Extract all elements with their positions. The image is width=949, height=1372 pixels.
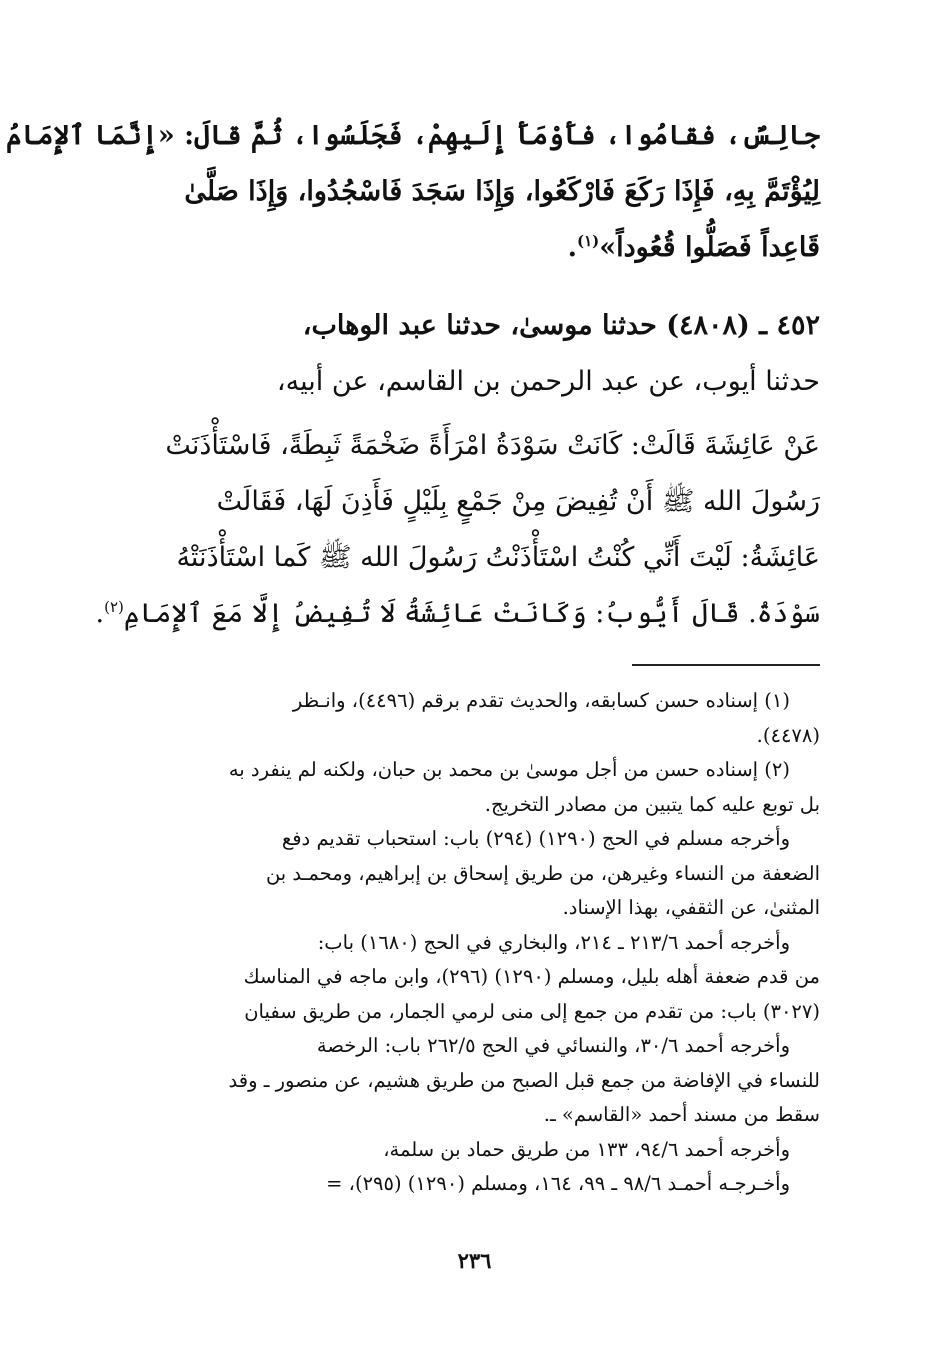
main-text-top (6, 108, 820, 276)
footnote-separator (632, 664, 820, 666)
footnote-line: الضعفة من النساء وغيرهن، من طريق إسحاق بن إبراهيم، ومحمـد بن (265, 861, 820, 885)
matn-line-text: سَوْدَةُ. قَالَ أَيُّوبُ: وَكَانَتْ عَائِشَةُ لَا تُفِيضُ إِلَّا مَعَ ٱلإِمَامِ (123, 598, 820, 629)
matn-end-period: . (95, 598, 105, 629)
footnote-line: وأخرجه أحمد ٣٠/٦، والنسائي في الحج ٢٦٢/٥ باب: الرخصة (316, 1034, 790, 1057)
footnote-ref-1[interactable]: (١) (577, 232, 600, 250)
page-number: ٢٣٦ (457, 1248, 492, 1273)
matn-line: رَسُولَ الله ﷺ أَنْ تُفِيضَ مِنْ جَمْعٍ بِلَيْلٍ فَأَذِنَ لَهَا، فَقَالَتْ (216, 486, 820, 517)
footnote-line: المثنىٰ، عن الثقفي، بهذا الإسناد. (562, 896, 820, 919)
footnote-line: (٤٤٧٨). (756, 723, 820, 747)
footnote-line: وأخرجه مسلم في الحج (١٢٩٠) (٢٩٤) باب: استحباب تقديم دفع (281, 827, 790, 850)
main-line: جالِسٌ، فقامُوا، فأَوْمَأَ إِلَيهِمْ، فَجَلَسُوا، ثُمَّ قالَ: «إِنَّمَا ٱلإِمَامُ (6, 120, 820, 151)
main-line (118, 220, 820, 276)
isnad-line: حدثنا أيوب، عن عبد الرحمن بن القاسم، عن أبيه، (276, 366, 820, 397)
hadith-number-line: ٤٥٢ ـ (٤٨٠٨) حدثنا موسىٰ، حدثنا عبد الوهاب، (302, 310, 820, 341)
footnote-line: وأخرجه أحمد ٢١٣/٦ ـ ٢١٤، والبخاري في الحج (١٦٨٠) باب: (317, 930, 790, 954)
hadith-matn (95, 418, 820, 642)
page-content (6, 108, 820, 1202)
footnote-line: وأخرجه أحمد ٩٤/٦، ١٣٣ من طريق حماد بن سلمة، (383, 1137, 790, 1161)
matn-line (95, 586, 820, 642)
footnote-line: (١) إسناده حسن كسابقه، والحديث تقدم برقم (٤٤٩٦)، وانـظر (292, 689, 790, 712)
footnote-line: وأخـرجـه أحمـد ٩٨/٦ ـ ٩٩، ١٦٤، ومسلم (١٢٩٠) (٢٩٥)، = (326, 1172, 790, 1195)
footnote-line: (٣٠٢٧) باب: من تقدم من جمع إلى منى لرمي الجمار، من طريق سفيان (244, 999, 820, 1023)
footnote-line: للنساء في الإفاضة من جمع قبل الصبح من طريق هشيم، عن منصور ـ وقد (228, 1068, 820, 1092)
footnote-line: بل توبع عليه كما يتبين من مصادر التخريج. (484, 792, 820, 816)
main-line-text: قَاعِداً فَصَلُّوا قُعُوداً» (599, 232, 820, 263)
matn-line: عَائِشَةُ: لَيْتَ أَنِّي كُنْتُ اسْتَأْذَنْتُ رَسُولَ الله ﷺ كَما اسْتَأْذَنَتْهُ (176, 542, 820, 573)
footnote-ref-2[interactable]: (٢) (104, 598, 124, 616)
main-line: لِيُؤْتَمَّ بِهِ، فَإِذَا رَكَعَ فَارْكَعُوا، وَإِذَا سَجَدَ فَاسْجُدُوا، وَإِذَا صَلَّىٰ (184, 176, 820, 207)
footnotes (118, 684, 820, 1202)
footnote-line: (٢) إسناده حسن من أجل موسىٰ بن محمد بن حبان، ولكنه لم ينفرد به (228, 758, 790, 781)
end-period: . (567, 232, 577, 263)
footnote-line: سقط من مسند أحمد «القاسم» ـ. (543, 1103, 820, 1126)
footnote-line: من قدم ضعفة أهله بليل، ومسلم (١٢٩٠) (٢٩٦)، وابن ماجه في المناسك (243, 965, 820, 988)
hadith-header (118, 298, 820, 410)
matn-line: عَنْ عَائِشَةَ قَالَتْ: كَانَتْ سَوْدَةُ امْرَأَةً ضَخْمَةً ثَبِطَةً، فَاسْتَأْذَنَتْ (165, 430, 820, 461)
